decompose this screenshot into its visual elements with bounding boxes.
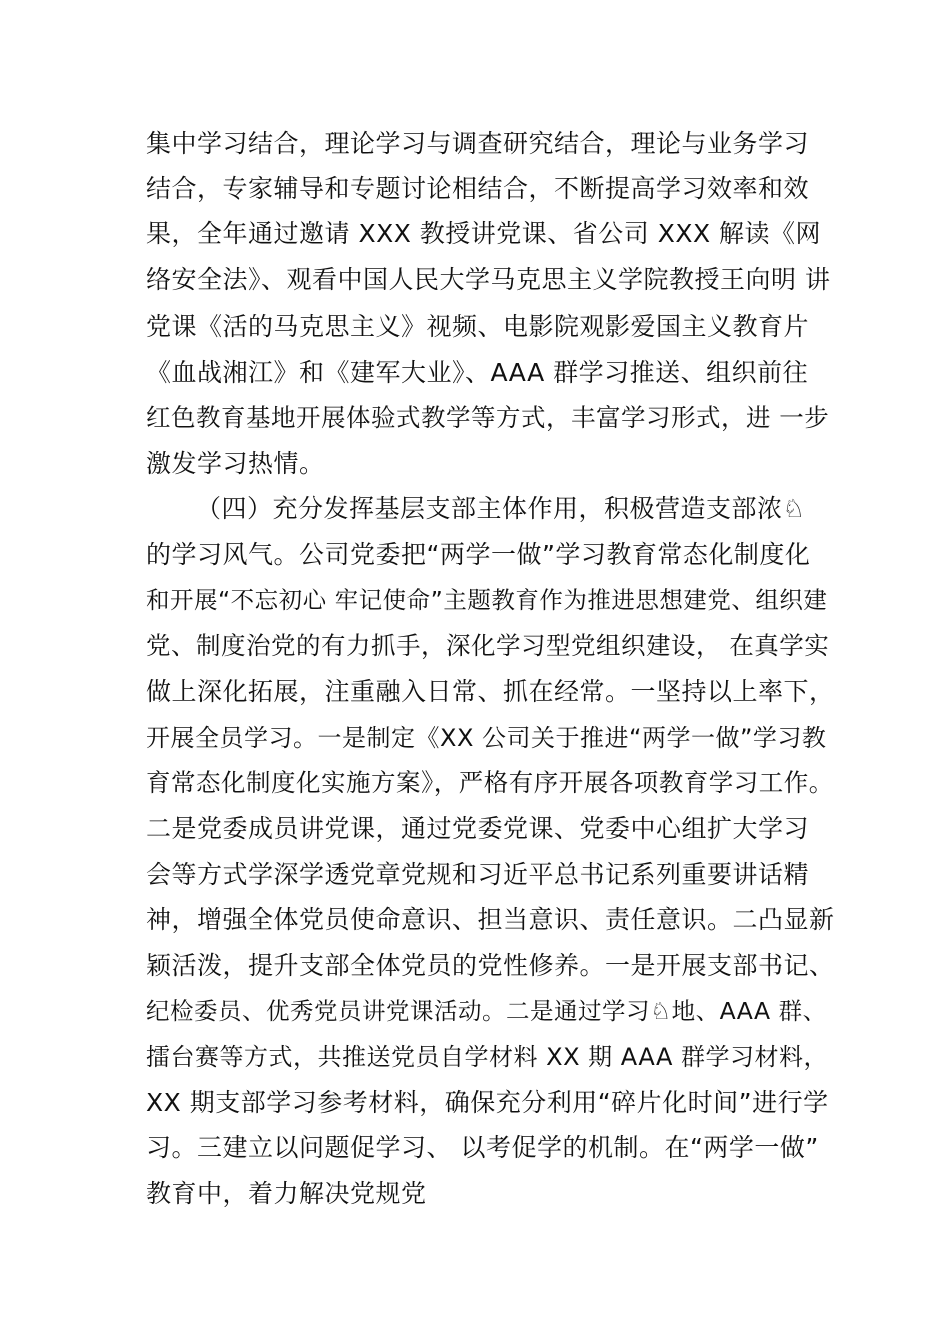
- paragraph-line: 集中学习结合，理论学习与调查研究结合，理论与业务学习: [146, 129, 810, 158]
- paragraph-line: 络安全法》、观看中国人民大学马克思主义学院教授王向明 讲: [146, 265, 831, 294]
- paragraph-line: 擂台赛等方式，共推送党员自学材料 XX 期 AAA 群学习材料，: [146, 1043, 828, 1071]
- paragraph-line: 党课《活的马克思主义》视频、电影院观影爱国主义教育片: [146, 312, 810, 341]
- section-heading-line: （四）充分发挥基层支部主体作用，积极营造支部浓♘: [196, 494, 806, 523]
- paragraph-line: 做上深化拓展，注重融入日常、抓在经常。一坚持以上率下，: [146, 677, 835, 706]
- paragraph-line: 纪检委员、优秀党员讲党课活动。二是通过学习♘地、AAA 群、: [146, 997, 827, 1025]
- paragraph-line: XX 期支部学习参考材料，确保充分利用“碎片化时间”进行学: [146, 1088, 829, 1117]
- paragraph-line: 神，增强全体党员使命意识、担当意识、责任意识。二凸显新: [146, 905, 835, 934]
- paragraph-line: 激发学习热情。: [146, 449, 325, 478]
- paragraph-line: 红色教育基地开展体验式教学等方式，丰富学习形式，进 一步: [146, 403, 830, 432]
- paragraph-line: 结合，专家辅导和专题讨论相结合，不断提高学习效率和效: [146, 174, 810, 203]
- paragraph-line: 颖活泼，提升支部全体党员的党性修养。一是开展支部书记、: [146, 951, 835, 980]
- paragraph-line: 和开展“不忘初心 牢记使命”主题教育作为推进思想建党、组织建: [146, 586, 828, 614]
- paragraph-line: 党、制度治党的有力抓手，深化学习型党组织建设， 在真学实: [146, 631, 830, 660]
- paragraph-line: 习。三建立以问题促学习、 以考促学的机制。在“两学一做”: [146, 1133, 819, 1162]
- paragraph-line: 果，全年通过邀请 XXX 教授讲党课、省公司 XXX 解读《网: [146, 219, 822, 248]
- paragraph-line: 教育中，着力解决党规党: [146, 1179, 427, 1208]
- paragraph-line: 开展全员学习。一是制定《XX 公司关于推进“两学一做”学习教: [146, 724, 827, 752]
- paragraph-line: 育常态化制度化实施方案》，严格有序开展各项教育学习工作。: [146, 768, 834, 797]
- paragraph-line: 《血战湘江》和《建军大业》、AAA 群学习推送、组织前往: [146, 358, 809, 387]
- paragraph-line: 会等方式学深学透党章党规和习近平总书记系列重要讲话精: [146, 860, 810, 889]
- paragraph-line: 的学习风气。公司党委把“两学一做”学习教育常态化制度化: [146, 540, 811, 569]
- paragraph-line: 二是党委成员讲党课，通过党委党课、党委中心组扩大学习: [146, 814, 810, 843]
